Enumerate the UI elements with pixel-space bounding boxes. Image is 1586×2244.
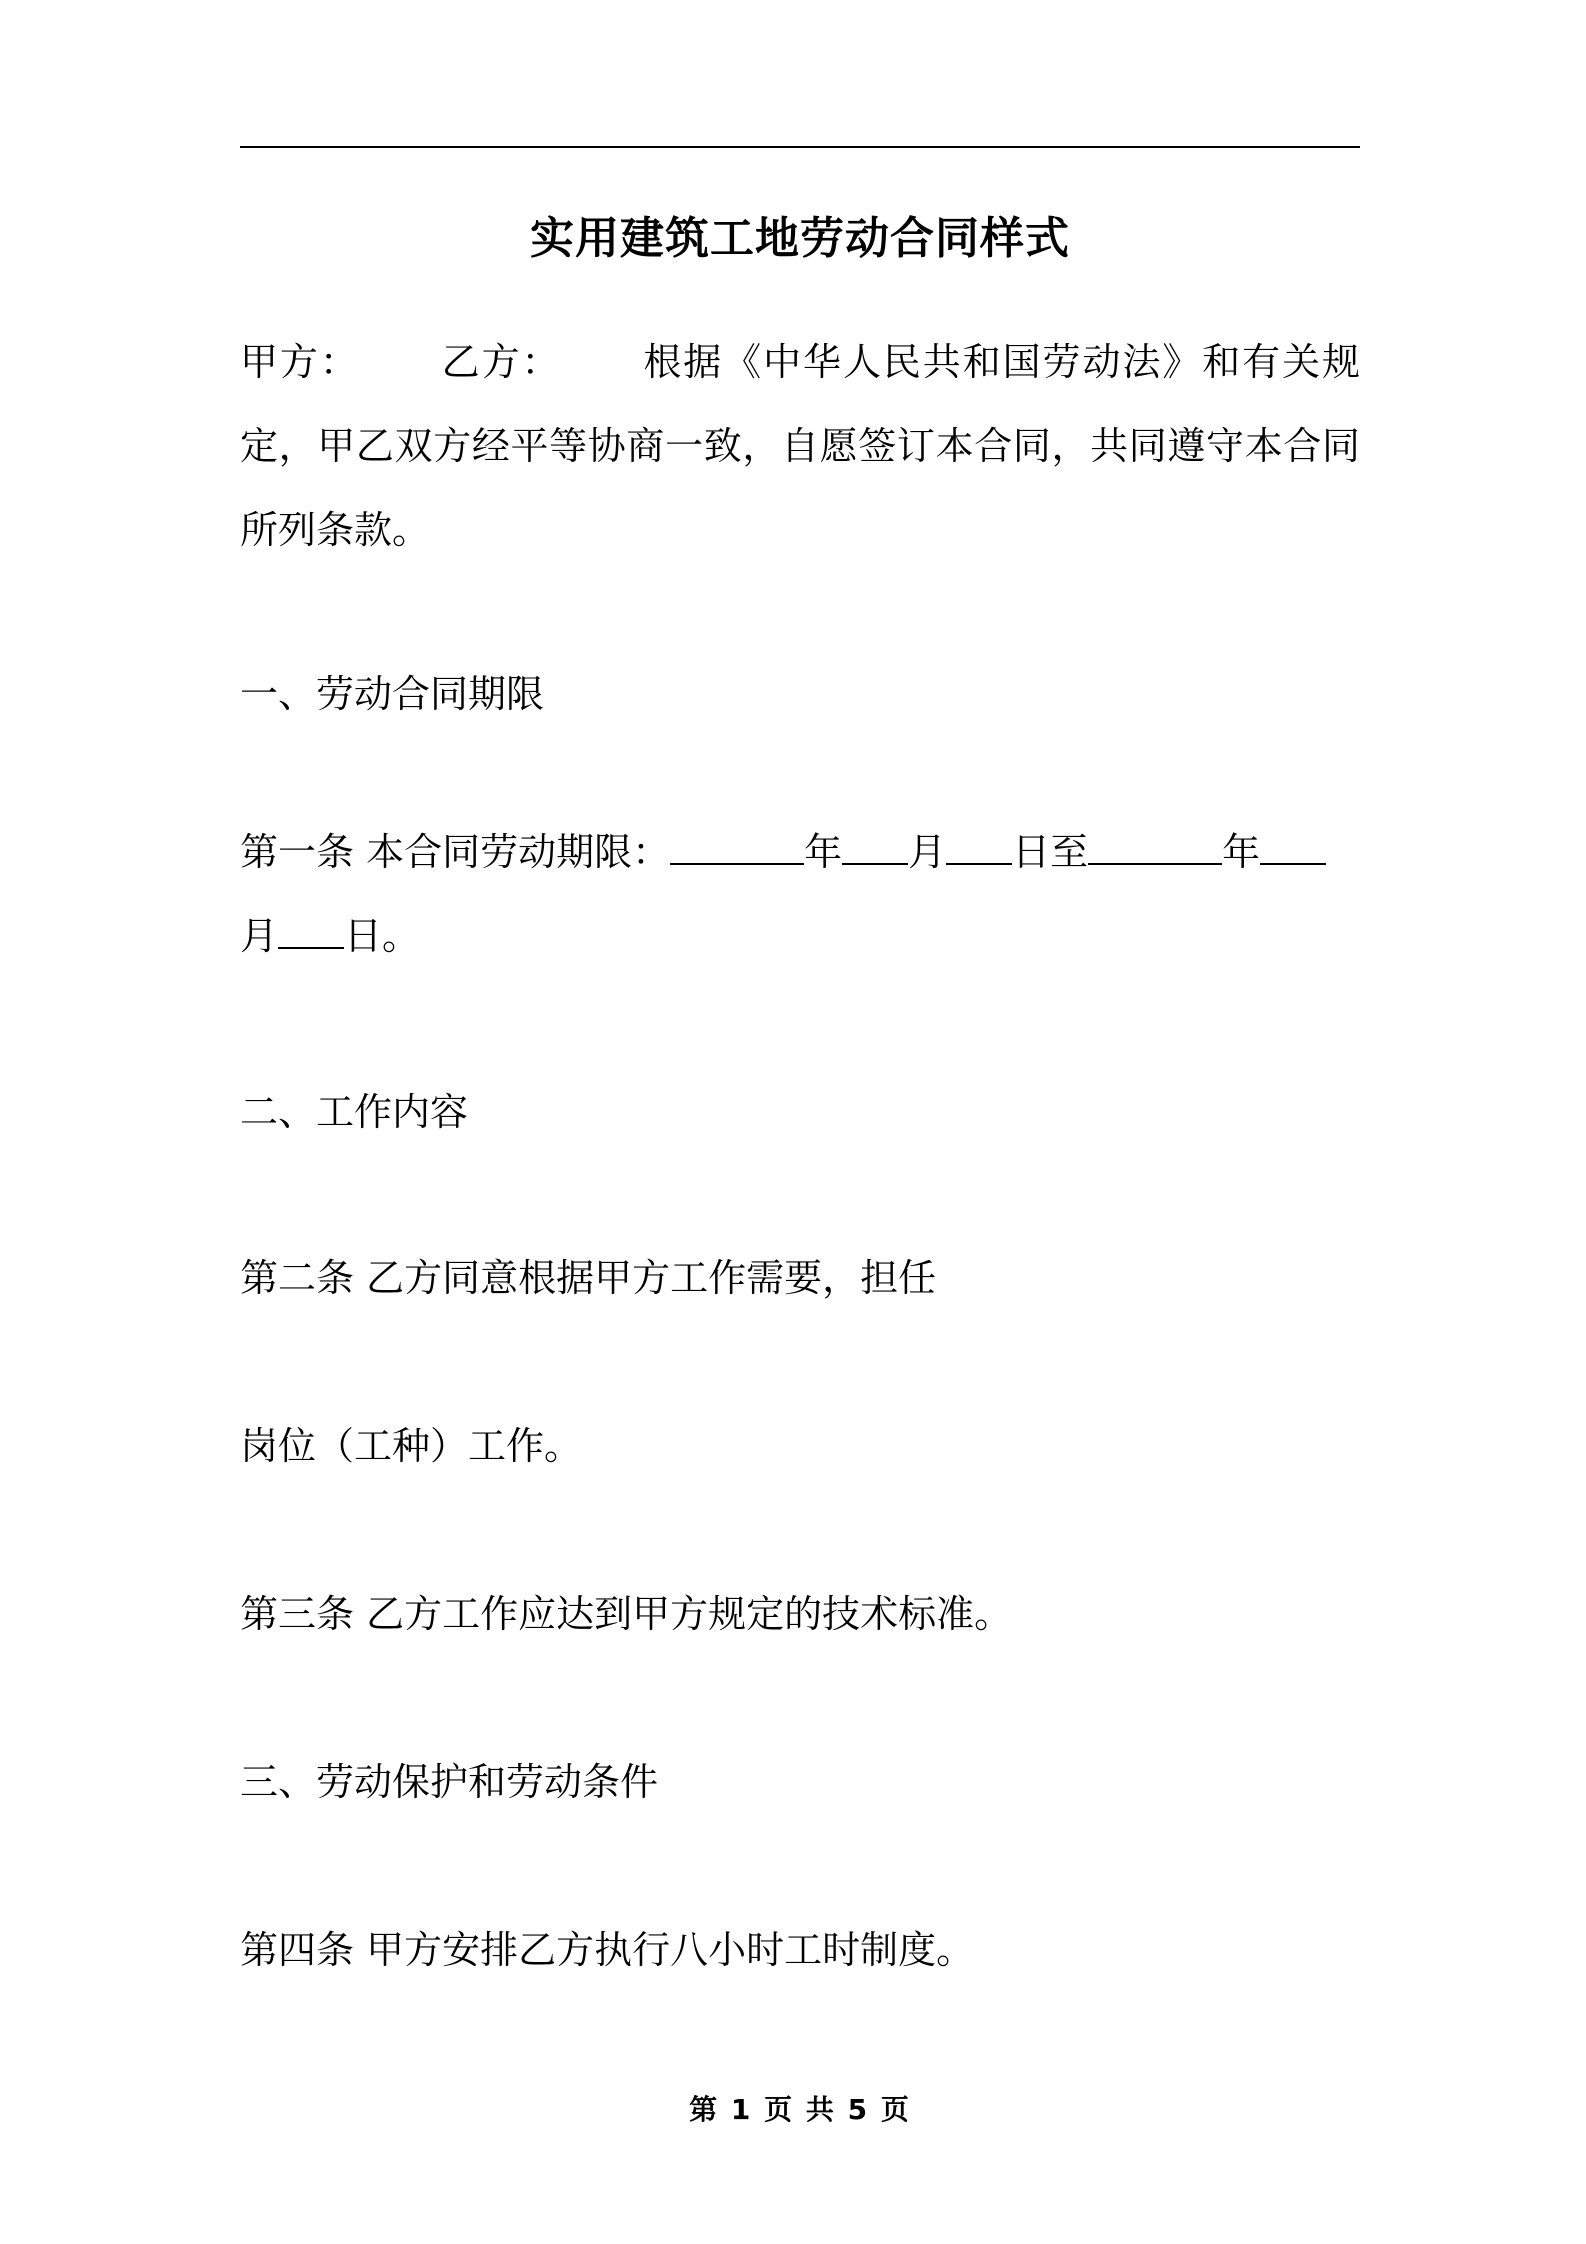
header-rule (240, 146, 1360, 148)
start-month-blank[interactable] (842, 833, 908, 865)
article-1-text: 本合同劳动期限： (366, 830, 671, 874)
month-label: 月 (908, 830, 947, 874)
article-4 (240, 1908, 1360, 1992)
article-3 (240, 1572, 1360, 1656)
end-year-label: 年 (1222, 830, 1261, 874)
section-heading-2: 二、工作内容 (240, 1090, 469, 1134)
article-2-line2: 岗位（工种）工作。 (240, 1424, 583, 1468)
article-3-label: 第三条 (240, 1592, 355, 1636)
intro-text: 根据《中华人民共和国劳动法》和有关规定，甲乙双方经平等协商一致，自愿签订本合同，共同遵守本合同所列条款。 (240, 340, 1360, 552)
section-heading-1: 一、劳动合同期限 (240, 672, 545, 716)
year-label: 年 (804, 830, 843, 874)
page-footer: 第 1 页 共 5 页 (689, 2093, 911, 2126)
section-heading-3: 三、劳动保护和劳动条件 (240, 1760, 659, 1804)
day-to-label: 日至 (1012, 830, 1089, 874)
end-year-blank[interactable] (1088, 833, 1222, 865)
party-a-label: 甲方： (240, 340, 360, 384)
article-2-label: 第二条 (240, 1256, 355, 1300)
document-title: 实用建筑工地劳动合同样式 (530, 213, 1070, 264)
article-3-text: 乙方工作应达到甲方规定的技术标准。 (366, 1592, 1013, 1636)
end-day-blank[interactable] (278, 917, 344, 949)
article-1 (240, 810, 1360, 978)
article-1-label: 第一条 (240, 830, 355, 874)
start-day-blank[interactable] (946, 833, 1012, 865)
article-4-text: 甲方安排乙方执行八小时工时制度。 (366, 1928, 975, 1972)
end-month-label: 月 (240, 914, 279, 958)
article-2-text: 乙方同意根据甲方工作需要，担任 (366, 1256, 937, 1300)
article-2 (240, 1236, 1360, 1320)
end-month-blank-wrapped[interactable] (1260, 833, 1326, 865)
party-b-label: 乙方： (439, 340, 562, 384)
article-4-label: 第四条 (240, 1928, 355, 1972)
intro-paragraph (240, 320, 1360, 572)
start-year-blank[interactable] (670, 833, 804, 865)
day-end-label: 日。 (344, 914, 421, 958)
